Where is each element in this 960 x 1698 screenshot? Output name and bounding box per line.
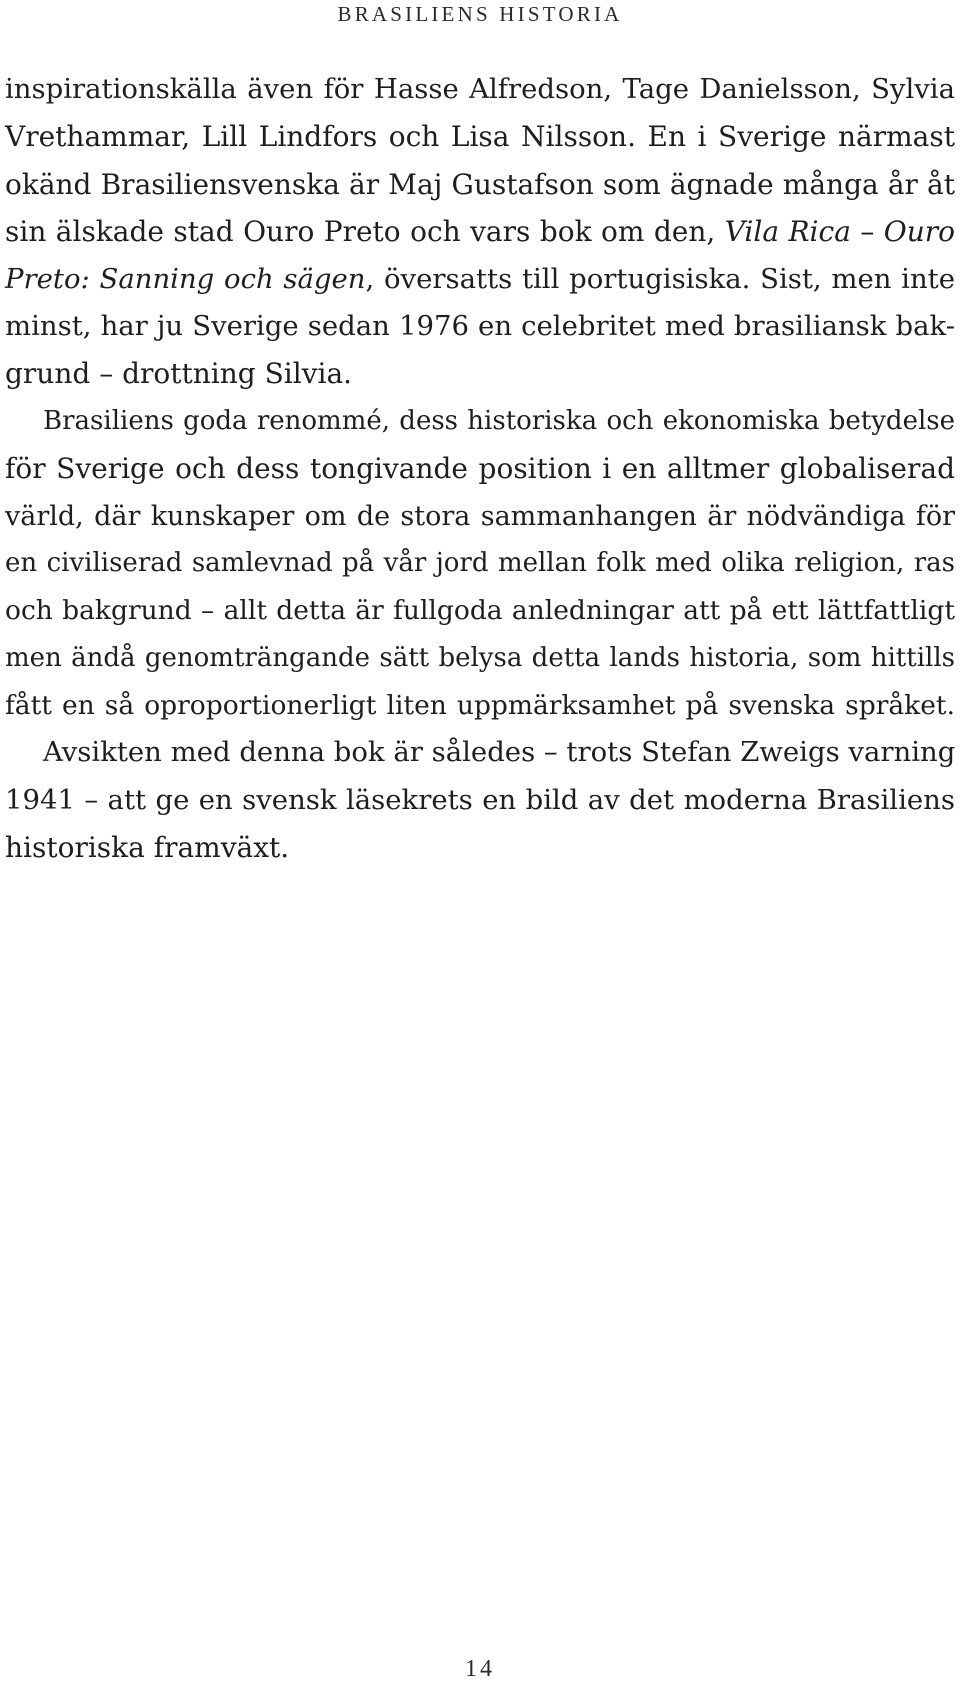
text-line: men ändå genomträngande sätt belysa detta lands historia, som hittills [5,642,955,673]
page-number: 14 [465,1656,495,1682]
book-title: Vila Rica – Ouro [724,215,955,249]
text-line: Vrethammar, Lill Lindfors och Lisa Nilsson. En i Sverige närmast [5,120,955,154]
text-line: fått en så oproportionerligt liten uppmärksamhet på svenska språket. [5,690,955,722]
running-head: BRASILIENS HISTORIA [337,2,623,26]
text-line: Avsikten med denna bok är således – trots Stefan Zweigs varning [43,736,956,769]
text-line: historiska framväxt. [5,831,290,865]
text-line: Brasiliens goda renommé, dess historiska och ekonomiska betydelse [43,405,955,436]
text-line: en civiliserad samlevnad på vår jord mellan folk med olika religion, ras [5,547,955,578]
text-line: okänd Brasiliensvenska är Maj Gustafson som ägnade många år åt [5,167,955,201]
text-line: 1941 – att ge en svensk läsekrets en bild av det moderna Brasiliens [5,783,955,816]
text-line: för Sverige och dess tongivande position i en alltmer globaliserad [5,452,955,486]
text-segment: , översatts till portugisiska. Sist, men inte [365,262,955,295]
text-line: värld, där kunskaper om de stora sammanhangen är nödvändiga för [5,500,955,532]
text-segment: sin älskade stad Ouro Preto och vars bok om den, [5,215,716,249]
body-text [5,66,955,872]
text-line: minst, har ju Sverige sedan 1976 en celebritet med brasiliansk bak- [5,309,955,342]
book-title: Preto: Sanning och sägen [5,262,366,295]
text-line [5,208,955,255]
text-line [5,256,955,303]
text-line: och bakgrund – allt detta är fullgoda anledningar att på ett lättfattligt [5,595,955,627]
text-line: grund – drottning Silvia. [5,357,353,391]
text-line: inspirationskälla även för Hasse Alfredson, Tage Danielsson, Sylvia [5,73,955,105]
